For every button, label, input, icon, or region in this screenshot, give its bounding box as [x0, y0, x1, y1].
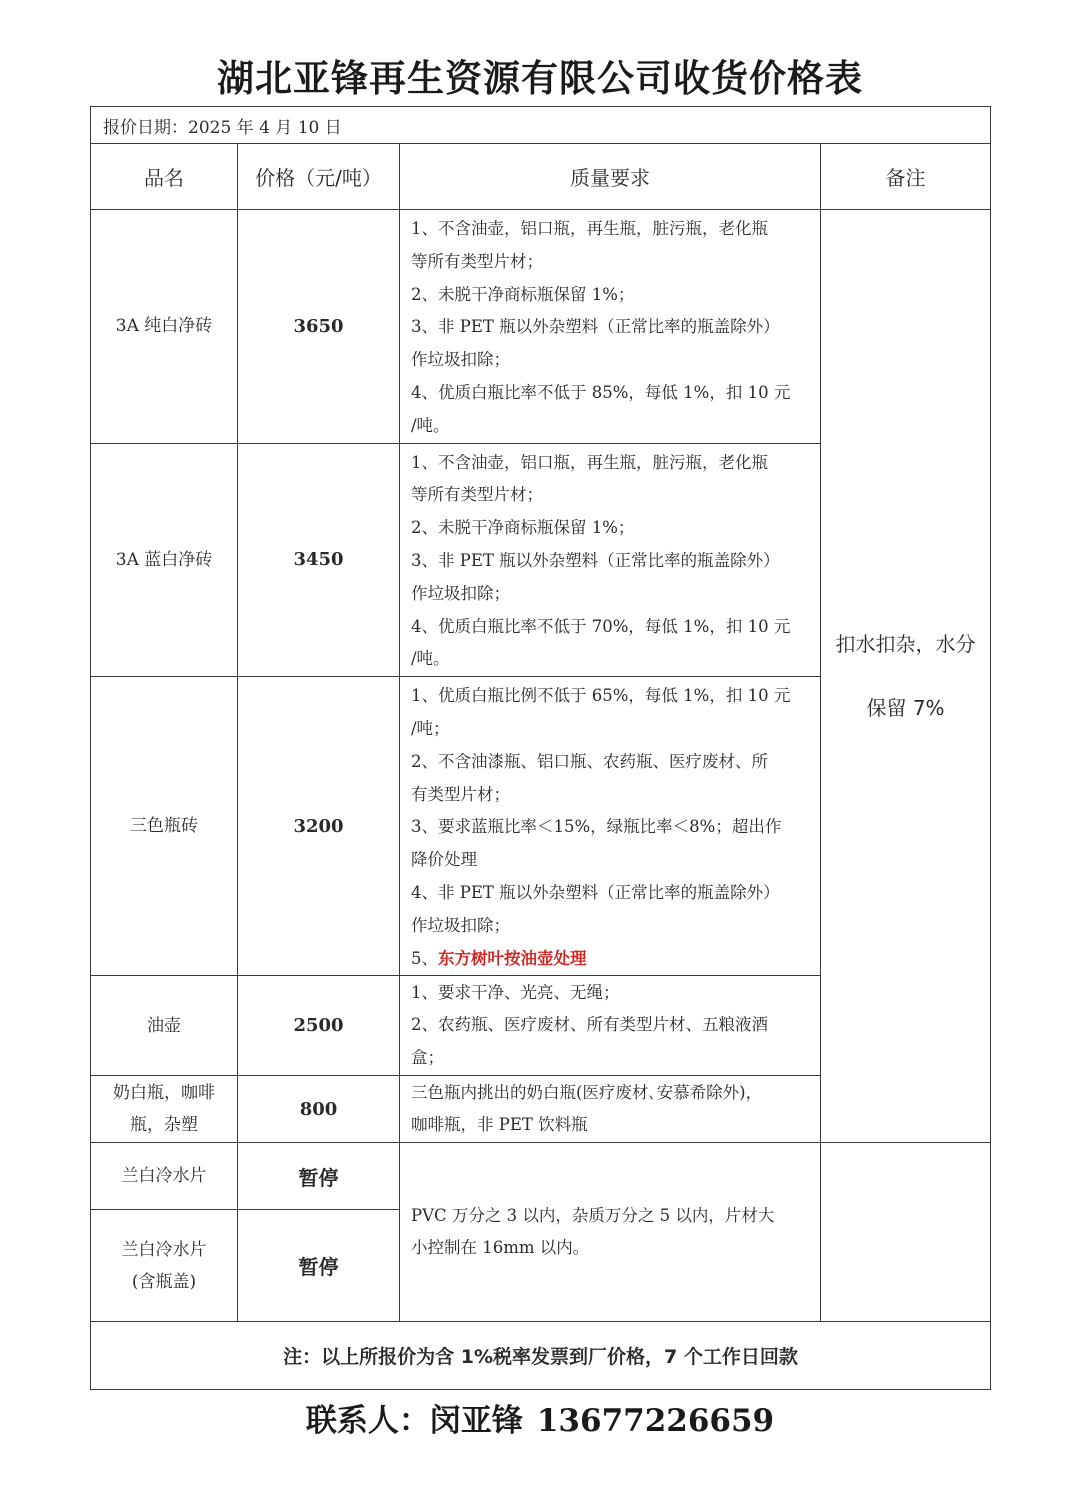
- quality-line: 作垃圾扣除；: [411, 350, 510, 370]
- quality-line: 4、优质白瓶比率不低于 70%，每低 1%，扣 10 元: [411, 616, 791, 636]
- quality-requirements: [400, 1076, 821, 1143]
- quality-line: 4、非 PET 瓶以外杂塑料（正常比率的瓶盖除外）: [411, 882, 780, 902]
- contact-phone: 13677226659: [536, 1403, 775, 1439]
- quality-line-red: 东方树叶按油壶处理: [438, 948, 587, 968]
- remark-line: 保留 7%: [866, 696, 945, 721]
- quality-line: 等所有类型片材；: [411, 251, 543, 271]
- product-name-line: 奶白瓶，咖啡: [113, 1083, 215, 1104]
- quality-line: 降价处理: [411, 850, 477, 870]
- remark-line: 扣水扣杂，水分: [835, 632, 976, 657]
- quality-line: /吨；: [411, 718, 450, 738]
- product-name-line: (含瓶盖): [131, 1271, 197, 1292]
- quality-line: 2、不含油漆瓶、铝口瓶、农药瓶、医疗废材、所: [411, 751, 768, 771]
- quality-line: PVC 万分之 3 以内，杂质万分之 5 以内，片材大: [411, 1205, 775, 1225]
- quality-line: /吨。: [411, 649, 450, 669]
- product-name-line: 瓶，杂塑: [130, 1115, 198, 1136]
- date-row: [91, 107, 991, 144]
- product-price: 暂停: [238, 1210, 400, 1322]
- quality-line: 等所有类型片材；: [411, 485, 543, 505]
- header-remark: 备注: [821, 144, 991, 210]
- quality-line: 作垃圾扣除；: [411, 583, 510, 603]
- product-price: 3650: [238, 210, 400, 444]
- quality-line: 盒；: [411, 1048, 444, 1068]
- header-quality: 质量要求: [400, 144, 821, 210]
- quality-requirements: [400, 976, 821, 1076]
- footer-row: [91, 1322, 991, 1390]
- quality-line: 3、非 PET 瓶以外杂塑料（正常比率的瓶盖除外）: [411, 317, 780, 337]
- quality-line: 三色瓶内挑出的奶白瓶(医疗废材､安慕希除外)，: [411, 1082, 763, 1102]
- product-price: 2500: [238, 976, 400, 1076]
- quality-requirements: [400, 677, 821, 976]
- header-name: 品名: [91, 144, 238, 210]
- product-name: [91, 1210, 238, 1322]
- quality-line: 1、优质白瓶比例不低于 65%，每低 1%，扣 10 元: [411, 686, 791, 706]
- contact-line: [0, 1395, 1080, 1440]
- quality-line: 有类型片材；: [411, 784, 510, 804]
- table-row: [91, 1143, 991, 1210]
- product-price: 暂停: [238, 1143, 400, 1210]
- product-price: 3200: [238, 677, 400, 976]
- product-name: 3A 纯白净砖: [91, 210, 238, 444]
- product-name: 兰白冷水片: [91, 1143, 238, 1210]
- quality-line: 1、要求干净、光亮、无绳；: [411, 982, 620, 1002]
- quality-requirements: [400, 443, 821, 677]
- quality-line: 1、不含油壶，铝口瓶，再生瓶，脏污瓶，老化瓶: [411, 219, 768, 238]
- quality-line: 3、要求蓝瓶比率＜15%，绿瓶比率＜8%；超出作: [411, 817, 782, 837]
- table-row: [91, 210, 991, 444]
- remark-empty: [821, 1143, 991, 1322]
- quality-line: /吨。: [411, 415, 450, 435]
- product-name: [91, 1076, 238, 1143]
- product-name: 油壶: [91, 976, 238, 1076]
- header-price: 价格（元/吨）: [238, 144, 400, 210]
- quality-line: 1、不含油壶，铝口瓶，再生瓶，脏污瓶，老化瓶: [411, 452, 768, 472]
- footer-note: 注：以上所报价为含 1%税率发票到厂价格，7 个工作日回款: [91, 1322, 991, 1390]
- product-price: 800: [238, 1076, 400, 1143]
- header-row: [91, 144, 991, 210]
- quality-line: 小控制在 16mm 以内。: [411, 1238, 590, 1258]
- contact-label: 联系人：闵亚锋: [305, 1403, 523, 1439]
- quality-line: 2、未脱干净商标瓶保留 1%；: [411, 518, 635, 538]
- quality-line: 咖啡瓶，非 PET 饮料瓶: [411, 1115, 588, 1135]
- quality-line: 4、优质白瓶比率不低于 85%，每低 1%，扣 10 元: [411, 382, 791, 402]
- product-name: 3A 蓝白净砖: [91, 443, 238, 677]
- quality-line: 2、未脱干净商标瓶保留 1%；: [411, 284, 635, 304]
- quality-line: 2、农药瓶、医疗废材、所有类型片材、五粮液酒: [411, 1015, 768, 1035]
- quality-requirements: [400, 210, 821, 444]
- quality-line-prefix: 5、: [411, 948, 438, 968]
- remark-cell: [821, 210, 991, 1143]
- product-price: 3450: [238, 443, 400, 677]
- product-name-line: 兰白冷水片: [121, 1239, 207, 1260]
- quality-line-highlight: [411, 943, 812, 976]
- quality-requirements-shared: [400, 1143, 821, 1322]
- price-table: [90, 106, 991, 1390]
- quality-line: 作垃圾扣除；: [411, 915, 510, 935]
- page-title: 湖北亚锋再生资源有限公司收货价格表: [217, 57, 863, 100]
- product-name: 三色瓶砖: [91, 677, 238, 976]
- quote-date: 报价日期：2025 年 4 月 10 日: [91, 107, 991, 144]
- quality-line: 3、非 PET 瓶以外杂塑料（正常比率的瓶盖除外）: [411, 550, 780, 570]
